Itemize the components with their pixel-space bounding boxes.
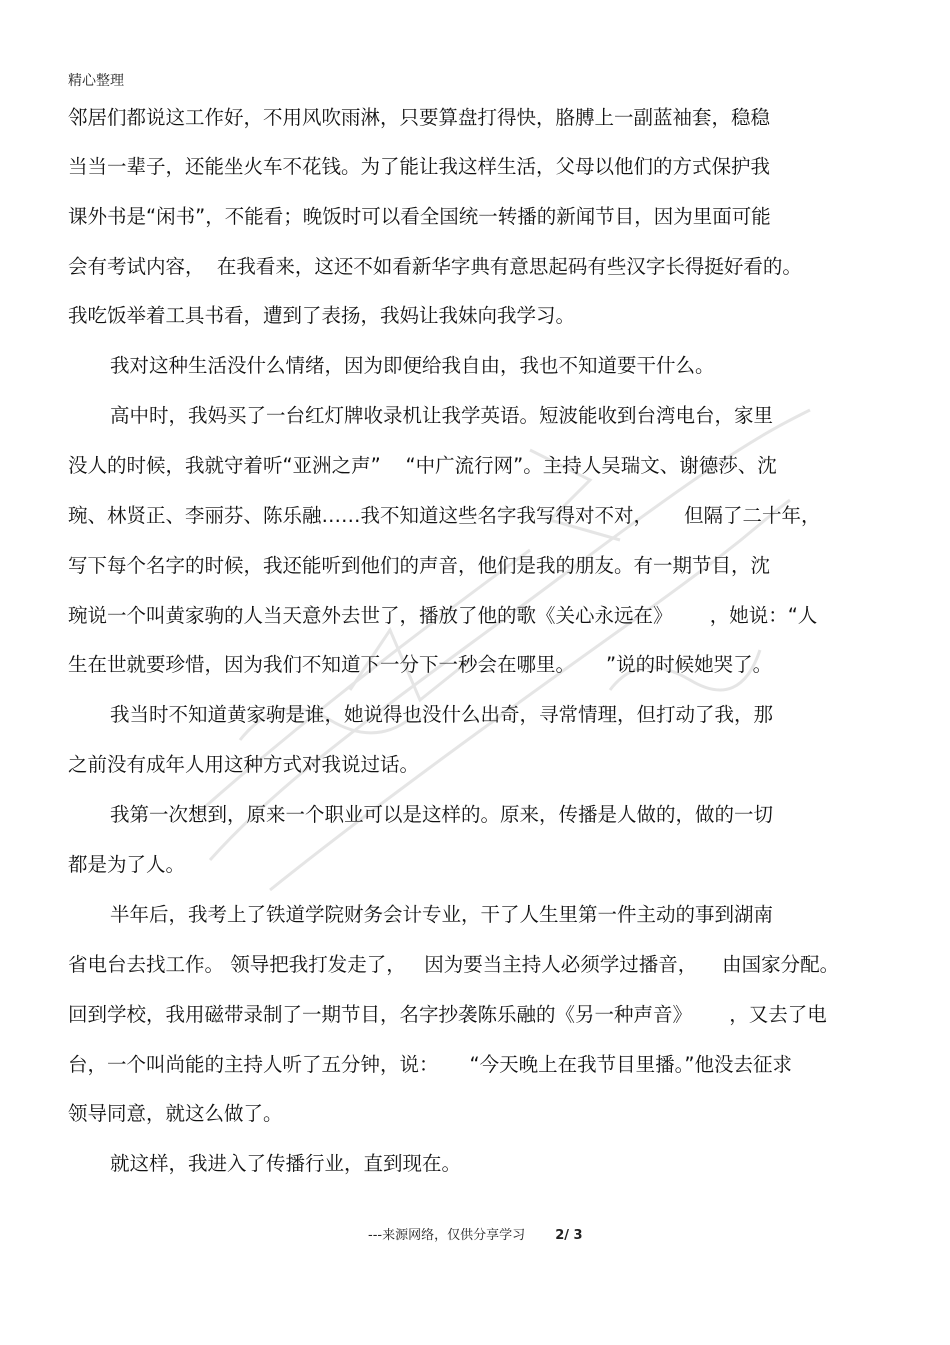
text-line: 课外书是“闲书”，不能看；晚饭时可以看全国统一转播的新闻节目，因为里面可能 [68,205,771,228]
footer-source-text: ---来源网络，仅供分享学习 [368,1228,526,1243]
page-footer [368,1224,583,1243]
text-line: 邻居们都说这工作好，不用风吹雨淋，只要算盘打得快，胳膊上一副蓝袖套，稳稳 [68,106,771,129]
text-line: 领导同意，就这么做了。 [68,1102,283,1125]
text-line: 半年后，我考上了铁道学院财务会计专业，干了人生里第一件主动的事到湖南 [110,903,774,926]
text-line: 之前没有成年人用这种方式对我说过话。 [68,753,420,776]
text-line: 我第一次想到，原来一个职业可以是这样的。原来，传播是人做的，做的一切 [110,803,774,826]
text-line: 都是为了人。 [68,853,186,876]
text-line: 我吃饭举着工具书看，遭到了表扬，我妈让我妹向我学习。 [68,304,576,327]
text-line: 高中时，我妈买了一台红灯牌收录机让我学英语。短波能收到台湾电台，家里 [110,404,774,427]
page-header-label: 精心整理 [68,73,124,89]
text-line: 琬、林贤正、李丽芬、陈乐融……我不知道这些名字我写得对不对， 但隔了二十年， [68,504,821,527]
text-line: 生在世就要珍惜，因为我们不知道下一分下一秒会在哪里。 ”说的时候她哭了。 [68,653,773,676]
text-line: 回到学校，我用磁带录制了一期节目，名字抄袭陈乐融的《另一种声音》 ，又去了电 [68,1003,827,1026]
text-line: 就这样，我进入了传播行业，直到现在。 [110,1152,462,1175]
page-number: 2/ 3 [555,1228,583,1243]
text-line: 写下每个名字的时候，我还能听到他们的声音，他们是我的朋友。有一期节目，沈 [68,554,771,577]
text-line: 我当时不知道黄家驹是谁，她说得也没什么出奇，寻常情理，但打动了我，那 [110,703,774,726]
text-line: 当当一辈子，还能坐火车不花钱。为了能让我这样生活，父母以他们的方式保护我 [68,155,771,178]
text-line: 台，一个叫尚能的主持人听了五分钟，说： “今天晚上在我节目里播。”他没去征求 [68,1053,792,1076]
text-line: 琬说一个叫黄家驹的人当天意外去世了，播放了他的歌《关心永远在》 ，她说：“人 [68,604,818,627]
text-line: 省电台去找工作。 领导把我打发走了， 因为要当主持人必须学过播音， 由国家分配。 [68,953,840,976]
text-line: 没人的时候，我就守着听“亚洲之声” “中广流行网”。主持人吴瑞文、谢德莎、沈 [68,454,777,477]
text-line: 会有考试内容， 在我看来，这还不如看新华字典有意思起码有些汉字长得挺好看的。 [68,255,802,278]
text-line: 我对这种生活没什么情绪，因为即便给我自由，我也不知道要干什么。 [110,354,715,377]
